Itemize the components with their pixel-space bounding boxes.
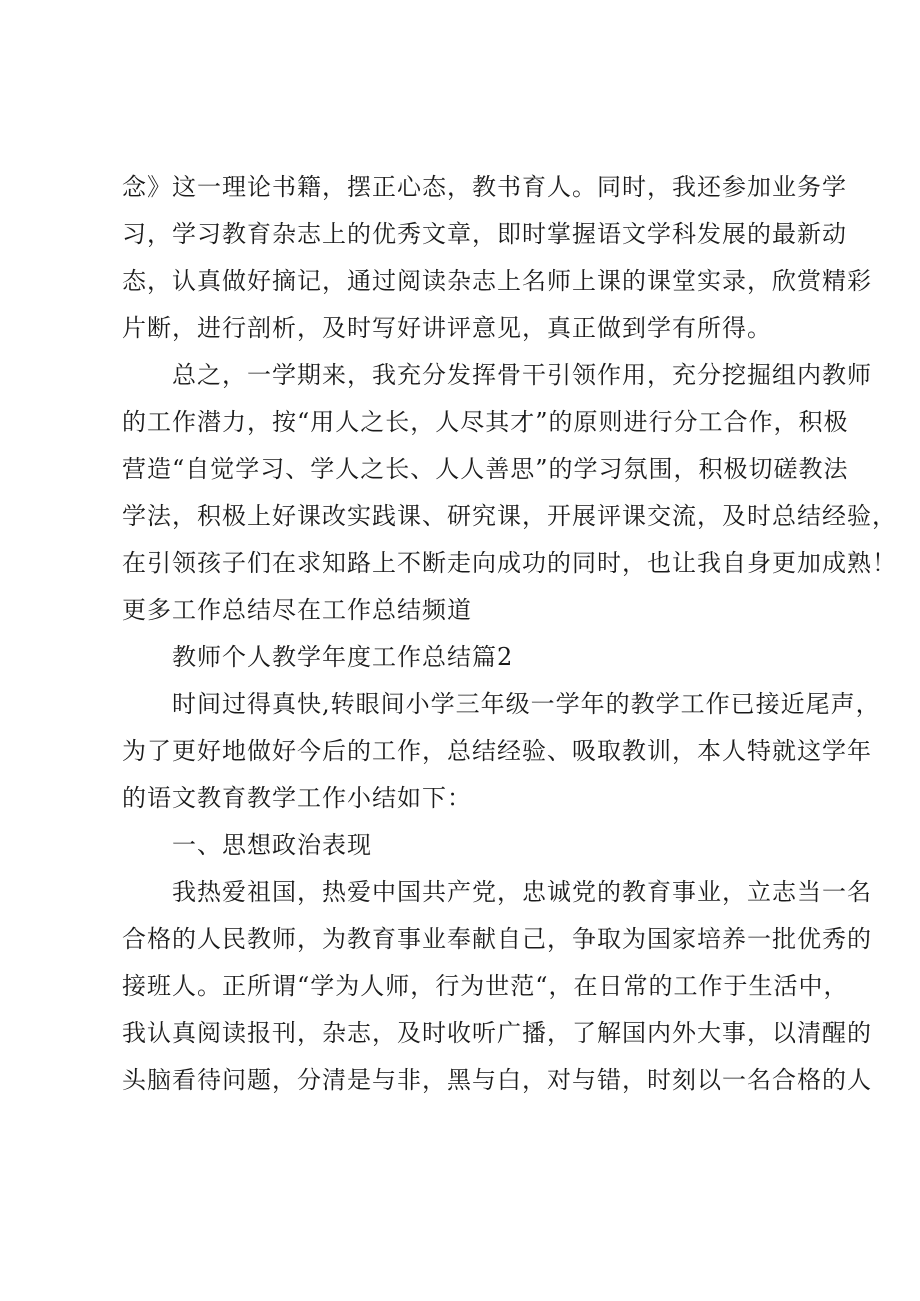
text-line: 合格的人民教师，为教育事业奉献自己，争取为国家培养一批优秀的 <box>122 925 872 953</box>
text-line: 念》这一理论书籍，摆正心态，教书育人。同时，我还参加业务学 <box>122 173 847 201</box>
text-line: 我认真阅读报刊，杂志，及时收听广播，了解国内外大事，以清醒的 <box>122 1019 872 1047</box>
text-line: 接班人。正所谓“学为人师，行为世范“，在日常的工作于生活中， <box>122 972 849 1000</box>
text-line: 片断，进行剖析，及时写好讲评意见，真正做到学有所得。 <box>122 314 772 342</box>
text-line: 更多工作总结尽在工作总结频道 <box>122 596 472 624</box>
text-line: 的语文教育教学工作小结如下： <box>122 784 472 812</box>
text-line: 的工作潜力，按“用人之长，人尽其才”的原则进行分工合作，积极 <box>122 408 849 436</box>
section-heading: 教师个人教学年度工作总结篇2 <box>172 643 514 671</box>
text-line: 营造“自觉学习、学人之长、人人善思”的学习氛围，积极切磋教法 <box>122 455 849 483</box>
text-line: 在引领孩子们在求知路上不断走向成功的同时，也让我自身更加成熟！ <box>122 549 897 577</box>
text-line: 总之，一学期来，我充分发挥骨干引领作用，充分挖掘组内教师 <box>172 361 872 389</box>
text-line: 我热爱祖国，热爱中国共产党，忠诚党的教育事业，立志当一名 <box>172 878 872 906</box>
text-line: 为了更好地做好今后的工作，总结经验、吸取教训，本人特就这学年 <box>122 737 872 765</box>
section-heading: 一、思想政治表现 <box>172 831 372 859</box>
text-line: 习，学习教育杂志上的优秀文章，即时掌握语文学科发展的最新动 <box>122 220 847 248</box>
text-line: 时间过得真快,转眼间小学三年级一学年的教学工作已接近尾声， <box>172 690 881 718</box>
text-line: 态，认真做好摘记，通过阅读杂志上名师上课的课堂实录，欣赏精彩 <box>122 267 872 295</box>
text-line: 学法，积极上好课改实践课、研究课，开展评课交流，及时总结经验， <box>122 502 897 530</box>
text-line: 头脑看待问题，分清是与非，黑与白，对与错，时刻以一名合格的人 <box>122 1066 872 1094</box>
